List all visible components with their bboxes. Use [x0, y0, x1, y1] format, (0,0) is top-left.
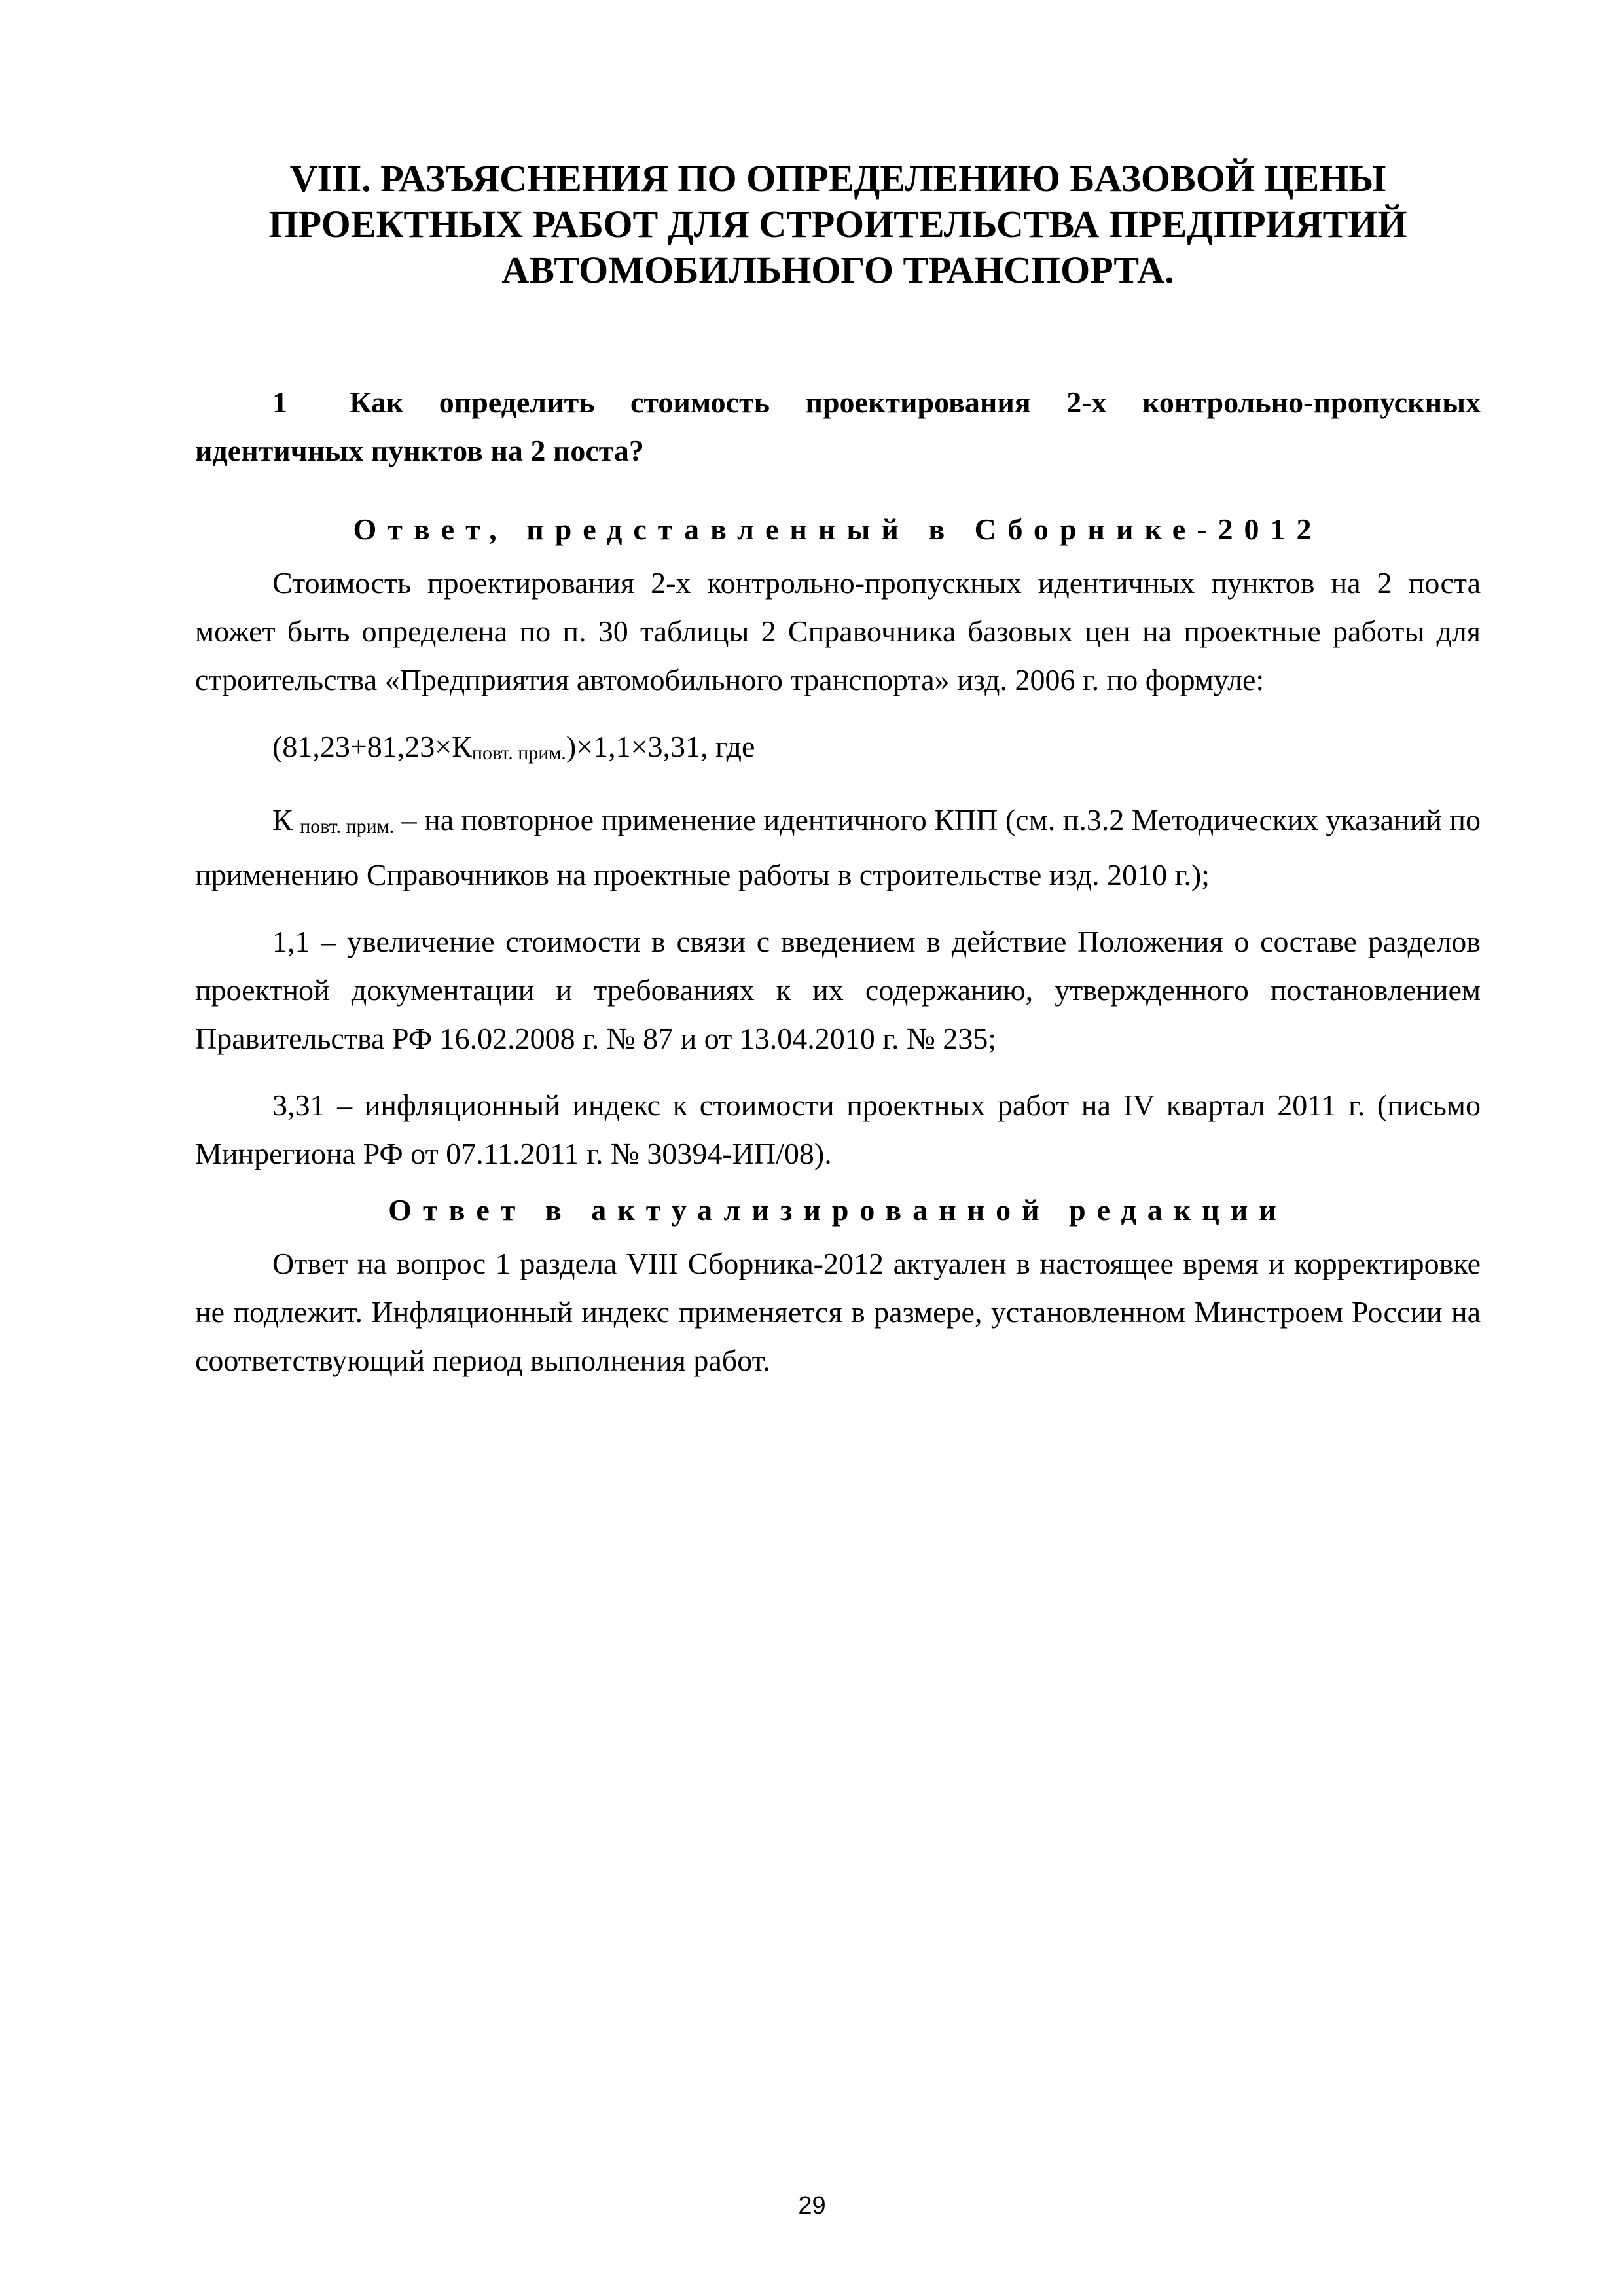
k-definition-text: – на повторное применение идентичного КПП (см. п.3.2 Методических указаний по применению Справочников на проектные работы в строительстве изд. 2010 г.); — [195, 803, 1481, 891]
answer-2012-paragraph: Стоимость проектирования 2-х контрольно-пропускных идентичных пунктов на 2 поста может быть определена по п. 30 таблицы 2 Справочника базовых цен на проектные работы для строительства «Предприятия автомобильного транспорта» изд. 2006 г. по формуле: — [195, 566, 1481, 696]
question-1 — [195, 378, 1481, 475]
cost-formula — [195, 723, 1481, 778]
answer-updated-paragraph: Ответ на вопрос 1 раздела VIII Сборника-2012 актуален в настоящее время и корректировке не подлежит. Инфляционный индекс применяется в размере, установленном Минстроем России на соответствующий период выполнения работ. — [195, 1247, 1481, 1377]
section-title — [195, 156, 1481, 293]
question-text: Как определить стоимость проектирования 2-х контрольно-пропускных идентичных пунктов на 2 поста? — [195, 386, 1481, 467]
formula-part-1: (81,23+81,23×К — [272, 730, 472, 763]
section-title-line-3: АВТОМОБИЛЬНОГО ТРАНСПОРТА. — [501, 249, 1174, 291]
answer-updated-heading: Ответ в актуализированной редакции — [388, 1193, 1288, 1227]
formula-part-2: )×1,1×3,31, где — [566, 730, 755, 763]
section-title-line-1: VIII. РАЗЪЯСНЕНИЯ ПО ОПРЕДЕЛЕНИЮ БАЗОВОЙ ЦЕНЫ — [289, 157, 1386, 200]
k-coefficient-definition — [195, 796, 1481, 899]
coefficient-1-1-definition: 1,1 – увеличение стоимости в связи с введением в действие Положения о составе разделов проектной документации и требованиях к их содержанию, утвержденного постановлением Правительства РФ 16.02.2008 г. № 87 и от 13.04.2010 г. № 235; — [195, 925, 1481, 1055]
page-number: 29 — [798, 2192, 826, 2219]
page-content — [195, 156, 1481, 1385]
k-subscript: повт. прим. — [300, 816, 395, 837]
coefficient-3-31-definition: 3,31 – инфляционный индекс к стоимости проектных работ на IV квартал 2011 г. (письмо Минрегиона РФ от 07.11.2011 г. № 30394-ИП/08). — [195, 1088, 1481, 1170]
section-title-line-2: ПРОЕКТНЫХ РАБОТ ДЛЯ СТРОИТЕЛЬСТВА ПРЕДПРИЯТИЙ — [268, 203, 1407, 245]
question-number: 1 — [272, 386, 287, 419]
k-symbol: К — [272, 803, 293, 836]
formula-subscript: повт. прим. — [471, 742, 566, 764]
answer-2012-heading: Ответ, представленный в Сборнике-2012 — [353, 512, 1323, 546]
